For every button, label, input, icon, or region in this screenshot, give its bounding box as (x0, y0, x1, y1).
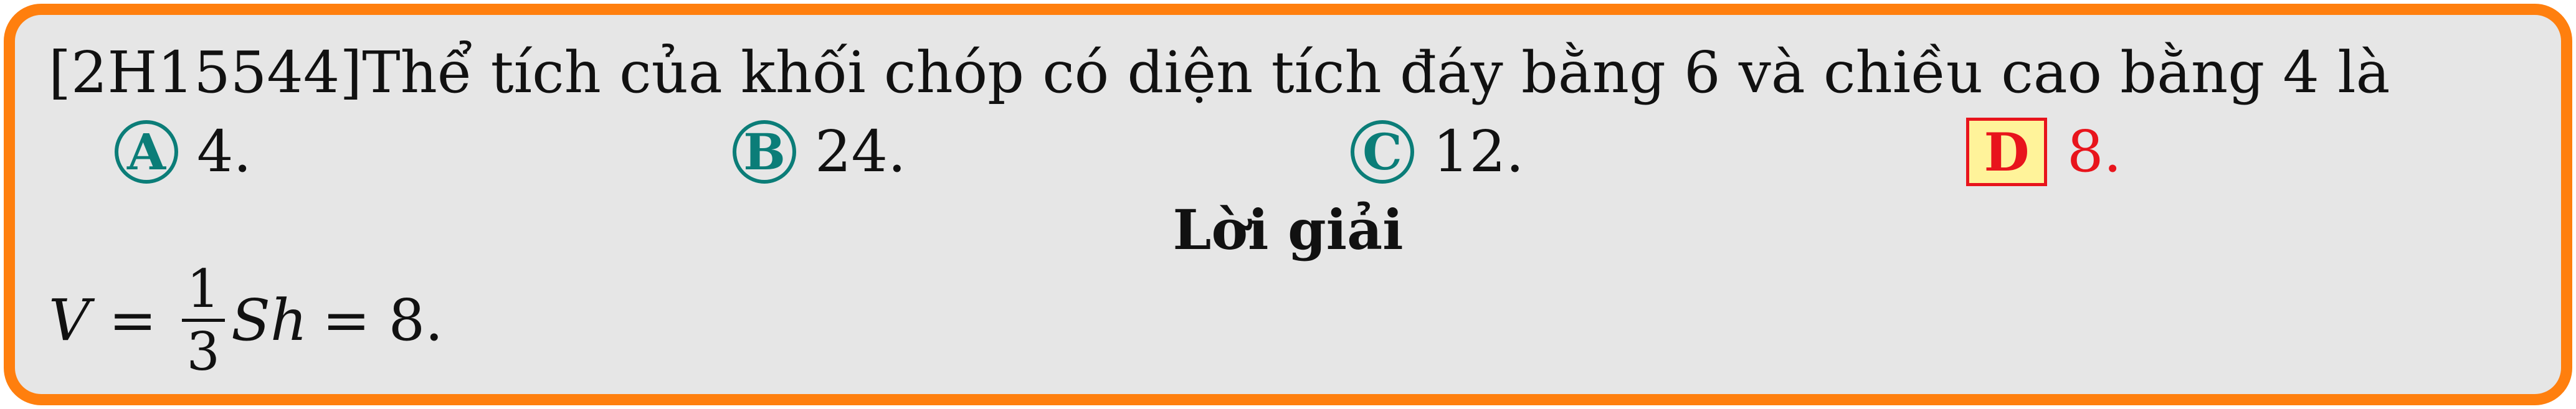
choice-a[interactable] (115, 115, 252, 189)
choice-d-badge: D (1966, 118, 2047, 186)
fraction-denominator: 3 (186, 321, 220, 382)
formula-result: = 8. (322, 286, 444, 354)
fraction-numerator: 1 (182, 259, 225, 322)
choice-c-badge: C (1351, 120, 1414, 184)
choice-c-text: 12. (1433, 118, 1524, 185)
choice-c[interactable] (1351, 115, 1524, 189)
solution-title: Lời giải (1172, 197, 1404, 262)
question-card (4, 4, 2572, 405)
solution-formula (49, 252, 443, 388)
formula-term: Sh (231, 286, 308, 354)
choice-b[interactable] (733, 115, 906, 189)
choice-d[interactable] (1966, 115, 2122, 189)
choice-a-text: 4. (197, 118, 252, 185)
choice-a-badge: A (115, 120, 178, 184)
formula-equals: = (108, 286, 157, 354)
choice-b-badge: B (733, 120, 796, 184)
formula-fraction (182, 259, 225, 382)
question-text: [2H15544]Thể tích của khối chóp có diện tích đáy bằng 6 và chiều cao bằng 4 là (49, 39, 2390, 106)
choice-d-text: 8. (2067, 118, 2122, 185)
formula-lhs: V (49, 286, 90, 354)
choice-b-text: 24. (815, 118, 906, 185)
